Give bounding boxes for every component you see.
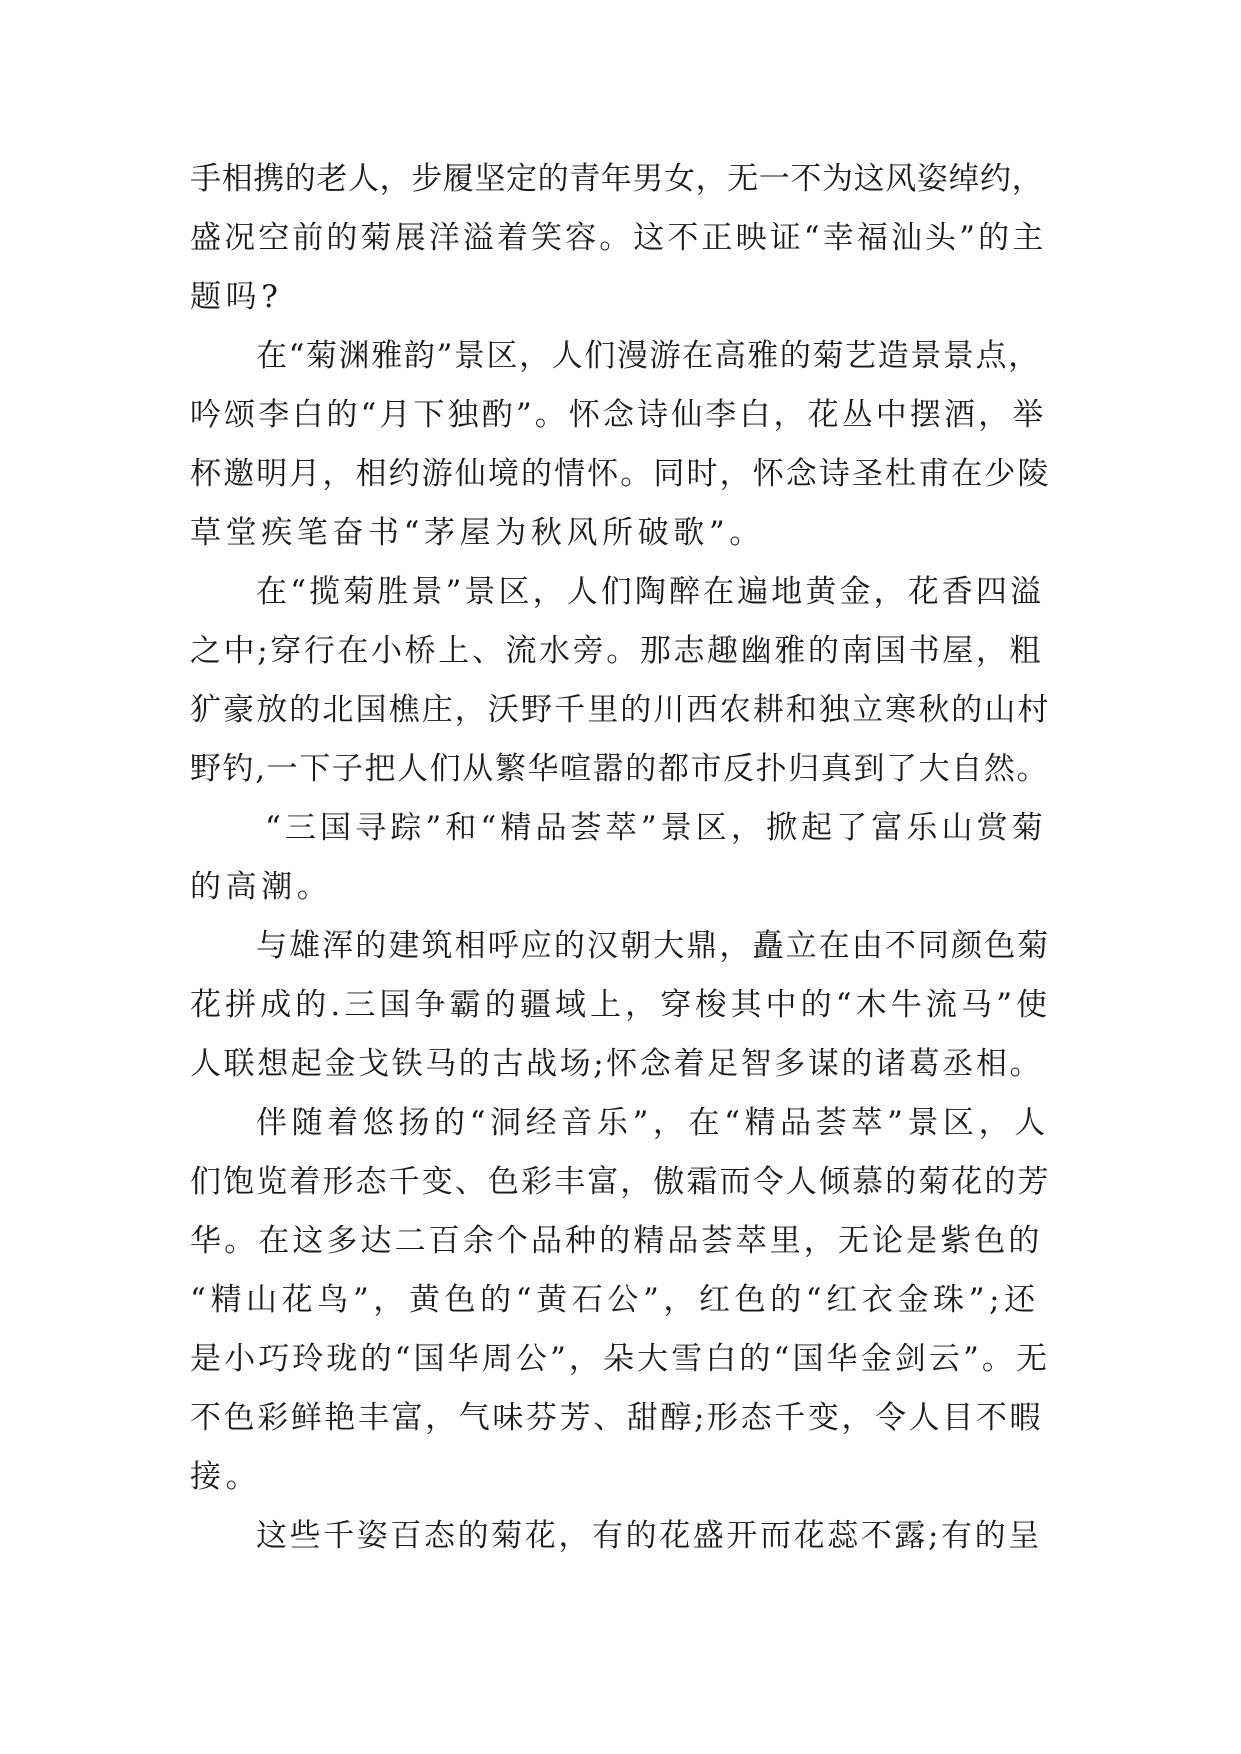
text-line: “三国寻踪”和“精品荟萃”景区，掀起了富乐山赏菊 (265, 810, 1047, 846)
document-body (190, 150, 1052, 1566)
text-line: 手相携的老人，步履坚定的青年男女，无一不为这风姿绰约， (190, 161, 1044, 197)
text-line: 题吗? (190, 279, 283, 315)
text-line: 接。 (190, 1459, 262, 1495)
document-page (190, 0, 1052, 1754)
text-line: 与雄浑的建筑相呼应的汉朝大鼎，矗立在由不同颜色菊 (256, 928, 1051, 964)
paragraph-7 (190, 1507, 1052, 1566)
paragraph-2 (190, 327, 1052, 563)
text-line: “精山花鸟”，黄色的“黄石公”，红色的“红衣金珠”;还 (190, 1282, 1040, 1318)
paragraph-6 (190, 1094, 1052, 1507)
text-line: 杯邀明月，相约游仙境的情怀。同时，怀念诗圣杜甫在少陵 (190, 456, 1051, 492)
paragraph-1 (190, 150, 1052, 327)
text-line: 野钓,一下子把人们从繁华喧嚣的都市反扑归真到了大自然。 (190, 751, 1050, 787)
text-line: 的高潮。 (190, 869, 333, 905)
paragraph-4 (190, 799, 1052, 917)
text-line: 们饱览着形态千变、色彩丰富，傲霜而令人倾慕的菊花的芳 (190, 1164, 1051, 1200)
paragraph-3 (190, 563, 1052, 799)
text-line: 在“揽菊胜景”景区，人们陶醉在遍地黄金，花香四溢 (256, 574, 1045, 610)
text-line: 是小巧玲珑的“国华周公”，朵大雪白的“国华金剑云”。无 (190, 1341, 1051, 1377)
text-line: 之中;穿行在小桥上、流水旁。那志趣幽雅的南国书屋，粗 (190, 633, 1044, 669)
text-line: 不色彩鲜艳丰富，气味芬芳、甜醇;形态千变，令人目不暇 (190, 1400, 1044, 1436)
text-line: 这些千姿百态的菊花，有的花盛开而花蕊不露;有的呈 (256, 1518, 1042, 1554)
text-line: 花拼成的.三国争霸的疆域上，穿梭其中的“木牛流马”使 (190, 987, 1052, 1023)
text-line: 在“菊渊雅韵”景区，人们漫游在高雅的菊艺造景景点， (256, 338, 1041, 374)
text-line: 华。在这多达二百余个品种的精品荟萃里，无论是紫色的 (190, 1223, 1043, 1259)
paragraph-5 (190, 917, 1052, 1094)
text-line: 人联想起金戈铁马的古战场;怀念着足智多谋的诸葛丞相。 (190, 1046, 1044, 1082)
text-line: 犷豪放的北国樵庄，沃野千里的川西农耕和独立寒秋的山村 (190, 692, 1051, 728)
text-line: 盛况空前的菊展洋溢着笑容。这不正映证“幸福汕头”的主 (190, 220, 1047, 256)
text-line: 伴随着悠扬的“洞经音乐”，在“精品荟萃”景区，人 (256, 1105, 1050, 1141)
text-line: 草堂疾笔奋书“茅屋为秋风所破歌”。 (190, 515, 765, 551)
text-line: 吟颂李白的“月下独酌”。怀念诗仙李白，花丛中摆酒，举 (190, 397, 1047, 433)
